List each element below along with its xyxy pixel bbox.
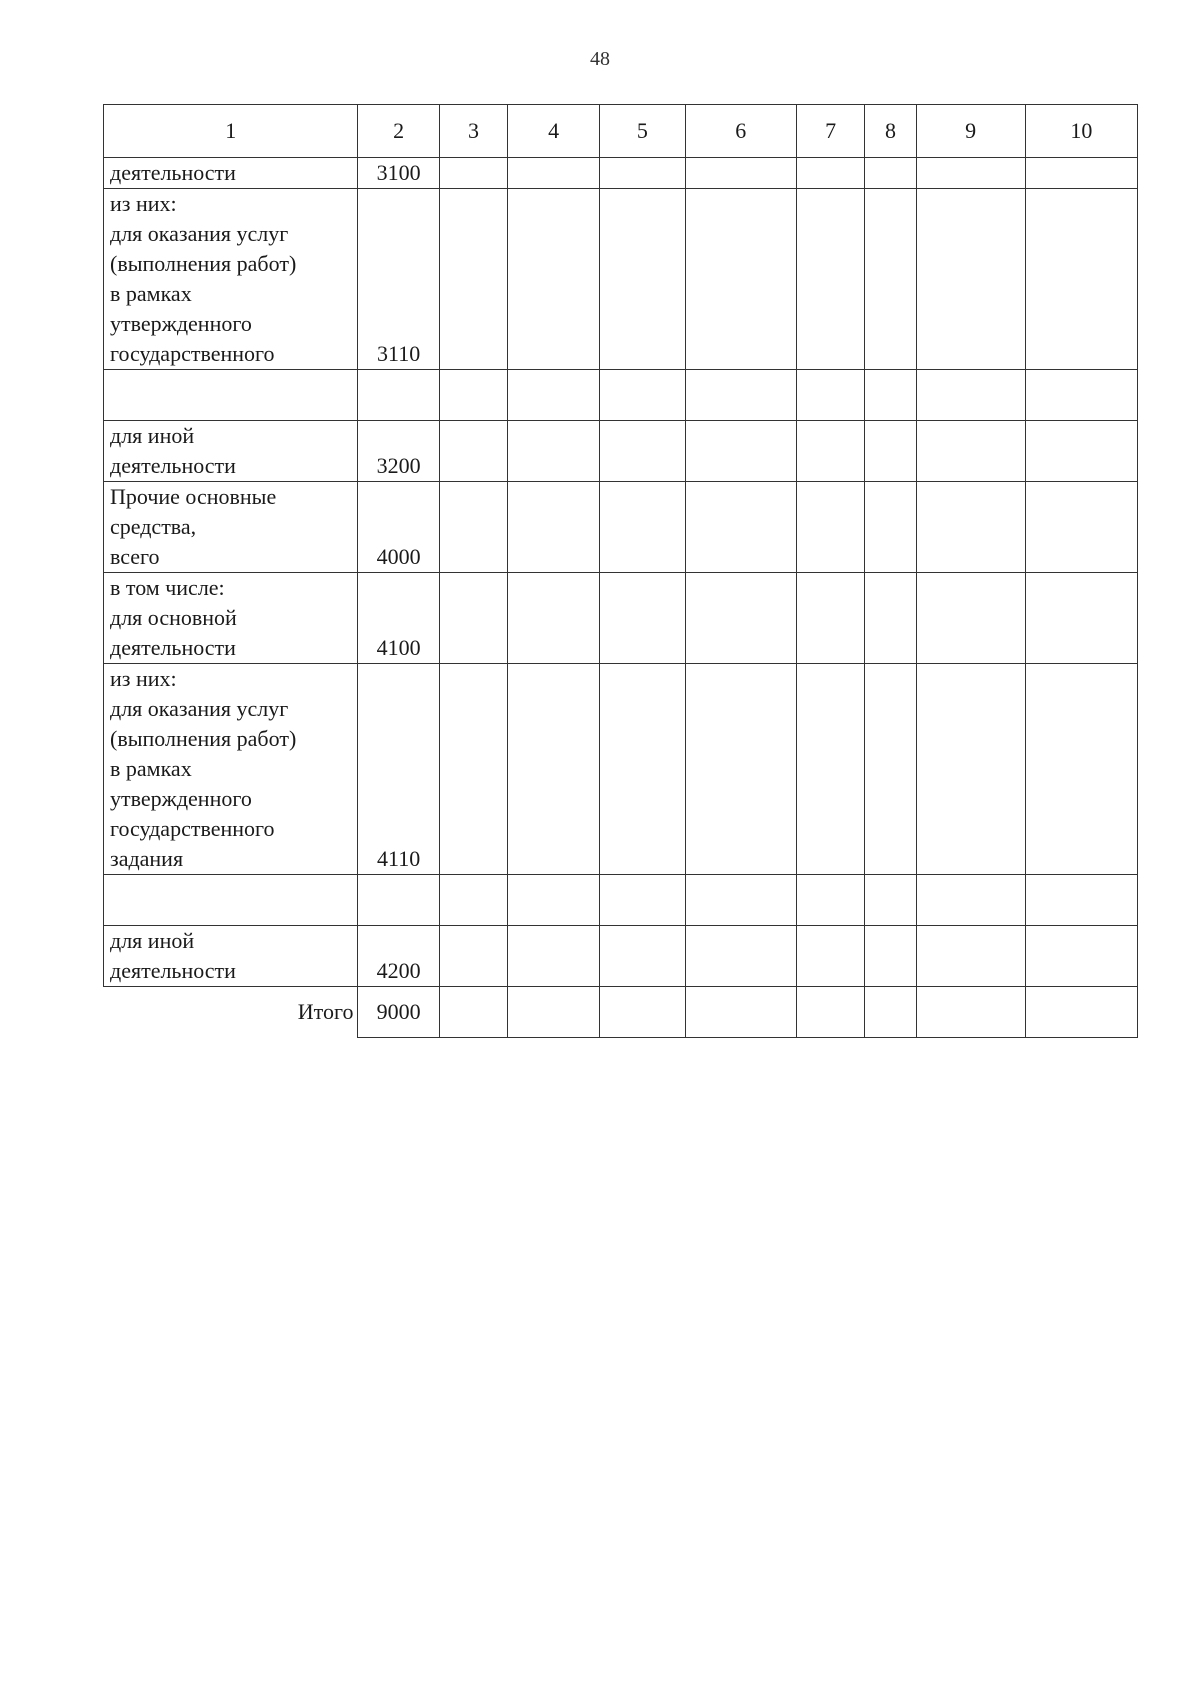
table-cell bbox=[1025, 926, 1137, 987]
row-label bbox=[104, 573, 358, 664]
row-label bbox=[104, 370, 358, 421]
table-cell bbox=[796, 158, 864, 189]
table-cell bbox=[685, 875, 796, 926]
table-cell bbox=[1025, 875, 1137, 926]
table-cell bbox=[508, 875, 600, 926]
row-label bbox=[104, 664, 358, 875]
row-label-line: деятельности bbox=[110, 635, 236, 660]
table-cell bbox=[796, 421, 864, 482]
row-label-line: (выполнения работ) bbox=[110, 251, 297, 276]
row-label-line: из них: bbox=[110, 666, 177, 691]
table-cell bbox=[916, 987, 1025, 1038]
row-label-line: в рамках bbox=[110, 756, 192, 781]
table-cell bbox=[1025, 158, 1137, 189]
table-cell bbox=[685, 573, 796, 664]
table-cell bbox=[796, 987, 864, 1038]
column-header: 1 bbox=[104, 105, 358, 158]
row-code: 3200 bbox=[358, 421, 439, 482]
row-label-line: задания bbox=[110, 846, 184, 871]
table-cell bbox=[865, 482, 916, 573]
table-row bbox=[104, 370, 1138, 421]
column-header: 7 bbox=[796, 105, 864, 158]
table-cell bbox=[600, 875, 686, 926]
table-cell bbox=[508, 926, 600, 987]
table-cell bbox=[508, 664, 600, 875]
table-row bbox=[104, 482, 1138, 573]
table-cell bbox=[796, 370, 864, 421]
table-cell bbox=[865, 573, 916, 664]
table-cell bbox=[439, 158, 507, 189]
total-row bbox=[104, 987, 1138, 1038]
row-label-line: деятельности bbox=[110, 160, 236, 185]
row-code: 4110 bbox=[358, 664, 439, 875]
table-cell bbox=[439, 370, 507, 421]
row-code bbox=[358, 875, 439, 926]
row-code: 4100 bbox=[358, 573, 439, 664]
table-cell bbox=[600, 926, 686, 987]
column-number-row bbox=[104, 105, 1138, 158]
table-cell bbox=[796, 482, 864, 573]
table-cell bbox=[439, 875, 507, 926]
row-label-line: в том числе: bbox=[110, 575, 225, 600]
column-header: 5 bbox=[600, 105, 686, 158]
table-row bbox=[104, 664, 1138, 875]
table-cell bbox=[439, 664, 507, 875]
table-cell bbox=[685, 987, 796, 1038]
table-cell bbox=[916, 158, 1025, 189]
row-label-line: для оказания услуг bbox=[110, 696, 289, 721]
column-header: 8 bbox=[865, 105, 916, 158]
table-cell bbox=[600, 421, 686, 482]
table-cell bbox=[508, 370, 600, 421]
table-cell bbox=[865, 189, 916, 370]
table-cell bbox=[600, 987, 686, 1038]
table-cell bbox=[439, 482, 507, 573]
total-code: 9000 bbox=[358, 987, 439, 1038]
table-cell bbox=[865, 664, 916, 875]
row-label-line: для иной bbox=[110, 423, 195, 448]
table-cell bbox=[685, 482, 796, 573]
column-header: 10 bbox=[1025, 105, 1137, 158]
table-cell bbox=[865, 987, 916, 1038]
table-cell bbox=[508, 573, 600, 664]
table-cell bbox=[865, 370, 916, 421]
table-cell bbox=[1025, 370, 1137, 421]
table-cell bbox=[916, 926, 1025, 987]
table-cell bbox=[600, 189, 686, 370]
table-cell bbox=[600, 482, 686, 573]
row-code: 4200 bbox=[358, 926, 439, 987]
row-label-line: из них: bbox=[110, 191, 177, 216]
table-cell bbox=[916, 189, 1025, 370]
row-label-line: для иной bbox=[110, 928, 195, 953]
table-cell bbox=[916, 664, 1025, 875]
row-label-line: деятельности bbox=[110, 958, 236, 983]
table-cell bbox=[439, 421, 507, 482]
column-header: 9 bbox=[916, 105, 1025, 158]
table-cell bbox=[796, 189, 864, 370]
table-cell bbox=[916, 370, 1025, 421]
table-cell bbox=[685, 370, 796, 421]
row-label-line: для основной bbox=[110, 605, 237, 630]
table-cell bbox=[796, 573, 864, 664]
row-code bbox=[358, 370, 439, 421]
row-label-line: государственного bbox=[110, 341, 275, 366]
row-label bbox=[104, 482, 358, 573]
table-cell bbox=[685, 926, 796, 987]
row-label-line: средства, bbox=[110, 514, 197, 539]
table-cell bbox=[508, 482, 600, 573]
row-label-line: в рамках bbox=[110, 281, 192, 306]
table-cell bbox=[600, 664, 686, 875]
table-cell bbox=[796, 664, 864, 875]
table-row bbox=[104, 421, 1138, 482]
table-row bbox=[104, 189, 1138, 370]
table-cell bbox=[600, 370, 686, 421]
row-code: 4000 bbox=[358, 482, 439, 573]
table-cell bbox=[1025, 987, 1137, 1038]
row-label-line: деятельности bbox=[110, 453, 236, 478]
table-cell bbox=[439, 926, 507, 987]
column-header: 4 bbox=[508, 105, 600, 158]
table-cell bbox=[600, 573, 686, 664]
table-cell bbox=[865, 875, 916, 926]
table-cell bbox=[685, 664, 796, 875]
row-code: 3100 bbox=[358, 158, 439, 189]
report-table bbox=[103, 104, 1138, 1038]
table-cell bbox=[685, 158, 796, 189]
table-row bbox=[104, 573, 1138, 664]
table-row bbox=[104, 926, 1138, 987]
table-cell bbox=[685, 189, 796, 370]
total-label: Итого bbox=[104, 987, 358, 1038]
table-row bbox=[104, 875, 1138, 926]
table-cell bbox=[439, 987, 507, 1038]
table-cell bbox=[796, 875, 864, 926]
table-cell bbox=[508, 987, 600, 1038]
row-label bbox=[104, 421, 358, 482]
table-cell bbox=[865, 421, 916, 482]
column-header: 6 bbox=[685, 105, 796, 158]
table-cell bbox=[508, 158, 600, 189]
row-label-line: государственного bbox=[110, 816, 275, 841]
table-cell bbox=[1025, 421, 1137, 482]
row-label-line: для оказания услуг bbox=[110, 221, 289, 246]
row-label-line: утвержденного bbox=[110, 311, 252, 336]
table-row bbox=[104, 158, 1138, 189]
column-header: 3 bbox=[439, 105, 507, 158]
row-label bbox=[104, 926, 358, 987]
row-label bbox=[104, 875, 358, 926]
table-cell bbox=[916, 482, 1025, 573]
table-cell bbox=[685, 421, 796, 482]
row-label-line: всего bbox=[110, 544, 160, 569]
row-label-line: утвержденного bbox=[110, 786, 252, 811]
table-cell bbox=[916, 421, 1025, 482]
table-cell bbox=[865, 926, 916, 987]
table-cell bbox=[916, 875, 1025, 926]
row-label bbox=[104, 158, 358, 189]
table-cell bbox=[439, 573, 507, 664]
table-cell bbox=[1025, 482, 1137, 573]
table-cell bbox=[865, 158, 916, 189]
column-header: 2 bbox=[358, 105, 439, 158]
table-cell bbox=[508, 189, 600, 370]
row-label bbox=[104, 189, 358, 370]
table-cell bbox=[600, 158, 686, 189]
table-cell bbox=[1025, 189, 1137, 370]
page-number: 48 bbox=[590, 48, 610, 70]
table-cell bbox=[508, 421, 600, 482]
table-cell bbox=[916, 573, 1025, 664]
table-cell bbox=[1025, 664, 1137, 875]
row-label-line: Прочие основные bbox=[110, 484, 277, 509]
table-cell bbox=[1025, 573, 1137, 664]
table-cell bbox=[796, 926, 864, 987]
row-label-line: (выполнения работ) bbox=[110, 726, 297, 751]
table-cell bbox=[439, 189, 507, 370]
row-code: 3110 bbox=[358, 189, 439, 370]
